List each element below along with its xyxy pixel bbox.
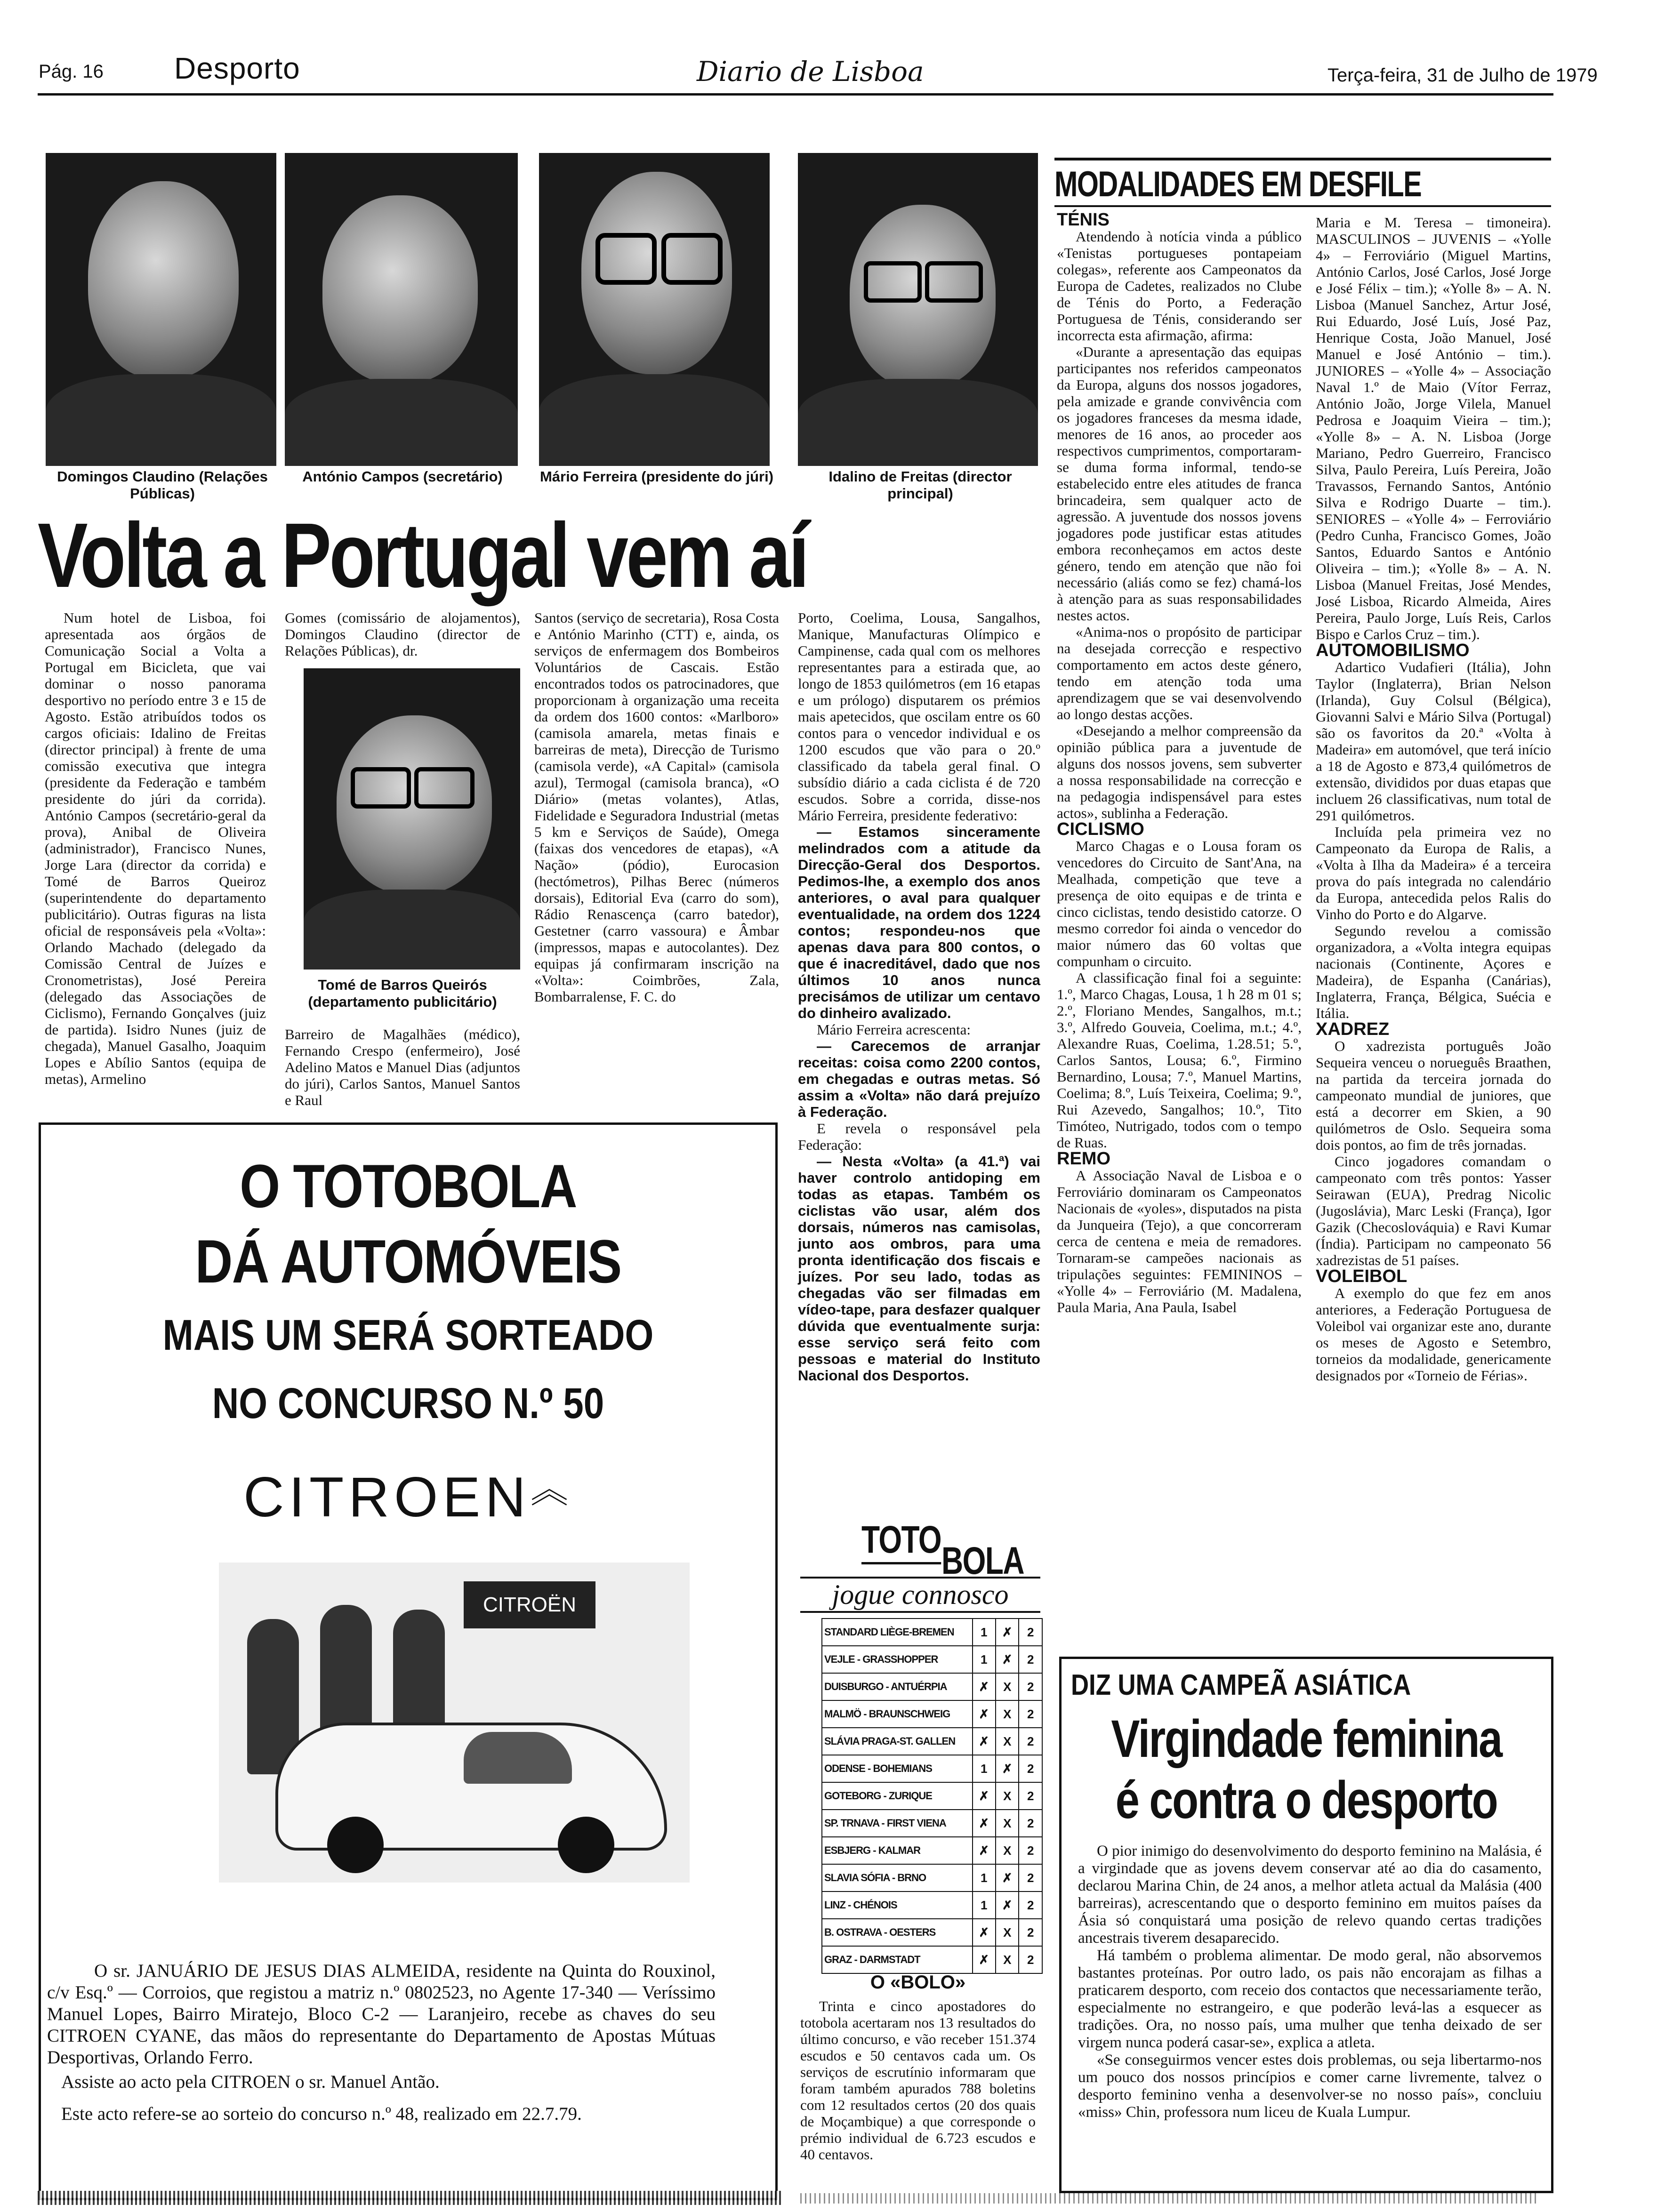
toto-row <box>822 1782 1042 1810</box>
modalidades-title: MODALIDADES EM DESFILE <box>1054 164 1422 204</box>
print-artifact <box>38 2191 781 2205</box>
modalidades-column-2 <box>1316 214 1551 1384</box>
toto-match: GOTEBORG - ZURIQUE <box>822 1782 973 1810</box>
photo-idalino-de-freitas <box>798 153 1038 466</box>
masthead: Diario de Lisboa <box>697 56 924 88</box>
brand-name: CITROEN <box>243 1466 531 1529</box>
section-title: Desporto <box>174 51 300 85</box>
article-column-2b <box>285 1026 520 1108</box>
photo-tome-de-barros-queiros <box>304 668 520 970</box>
bolo-column <box>800 1998 1036 2163</box>
citroen-logo: CITROEN︽ <box>243 1466 573 1529</box>
toto-mark-2: 2 <box>1019 1646 1042 1673</box>
header-rule <box>38 93 1553 96</box>
toto-mark-2: 2 <box>1019 1919 1042 1946</box>
toto-match: ESBJERG - KALMAR <box>822 1837 973 1864</box>
toto-slogan: jogue connosco <box>800 1577 1040 1613</box>
campea-text: «Se conseguirmos vencer estes dois problemas, ou seja libertarmo-nos um pouco dos nossos princípios e comer carne livremente, talvez o desporto feminino venha a desenvolver-se no nosso país», concluiu «miss» Chin, professora num liceu de Kuala Lumpur. <box>1078 2052 1542 2121</box>
toto-mark-1: ✗ <box>973 1728 996 1755</box>
toto-match: STANDARD LIÈGE-BREMEN <box>822 1619 973 1646</box>
toto-mark-1: ✗ <box>973 1700 996 1728</box>
toto-row <box>822 1755 1042 1782</box>
photo-caption: Mário Ferreira (presidente do júri) <box>539 468 774 485</box>
toto-match: DUISBURGO - ANTUÉRPIA <box>822 1673 973 1700</box>
toto-row <box>822 1837 1042 1864</box>
toto-row <box>822 1646 1042 1673</box>
article-text: Num hotel de Lisboa, foi apresentada aos órgãos de Comunicação Social a Volta a Portugal em Bicicleta, que vai dominar o nosso panorama desportivo no período entre 3 e 15 de Agosto. Estão atribuídos todos os cargos oficiais: Idalino de Freitas (director principal) à frente de uma comissão executiva que integra (presidente da Federação e também presidente do júri da corrida). António Campos (secretário-geral da prova), Anibal de Oliveira (administrador), Francisco Nunes, Jorge Lara (director da corrida) e Tomé de Barros Queiroz (superintendente do departamento publicitário). Outras figuras na lista oficial de responsáveis pela «Volta»: Orlando Machado (delegado da Comissão Central de Juízes e Cronometristas), José Pereira (delegado das Associações de Ciclismo), Fernando Gonçalves (juiz de partida). Isidro Nunes (juiz de chegada), Manuel Gasalho, Joaquim Lopes e Abílio Santos (equipa de metas), Armelino <box>45 609 266 1087</box>
toto-mark-1: 1 <box>973 1755 996 1782</box>
article-text: Santos (serviço de secretaria), Rosa Costa e António Marinho (CTT) e, ainda, os serviços de enfermagem dos Bombeiros Voluntários de Cascais. Estão encontrados todos os patrocinadores, que proporcionam à organização uma receita da ordem dos 1600 contos: «Marlboro» (camisola amarela, metas finais e barreiras de meta), Direcção de Turismo (camisola verde), «A Capital» (camisola azul), Termogal (camisola branca), «O Diário» (metas volantes), Atlas, Fidelidade e Seguradora Industrial (metas 5 km e Serviços de Saúde), Omega (faixas dos vencedores de etapas), «A Nação» (pódio), Eurocasion (hectómetros), Pilhas Berec (números dorsais), Editorial Eva (carro do som), Rádio Renascença (carro batedor), Gestetner (carro vassoura) e Âmbar (impressos, mapas e autocolantes). Dez equipas já confirmaram inscrição na «Volta»: Coimbrões, Zala, Bombarralense, F. C. do <box>534 609 779 1005</box>
toto-mark-1: ✗ <box>973 1673 996 1700</box>
toto-mark-2: 2 <box>1019 1673 1042 1700</box>
article-column-1 <box>45 609 266 1087</box>
toto-row <box>822 1728 1042 1755</box>
toto-match: LINZ - CHÉNOIS <box>822 1891 973 1919</box>
toto-mark-1: 1 <box>973 1646 996 1673</box>
ad-caption <box>47 1960 716 2125</box>
ciclismo-text: A classificação final foi a seguinte: 1.º, Marco Chagas, Lousa, 1 h 28 m 01 s; 2.º, Floriano Mendes, Sangalhos, m.t.; 3.º, Alfredo Gouveia, Coelima, m.t.; 4.º, Alexandre Ruas, Coelima, 1.28.51; 5.º, Carlos Santos, Lousa; 6.º, Firmino Bernardino, Lousa; 7.º, Manuel Martins, Coelima; 8.º, Luís Teixeira, Coelima; 9.º, Rui Azevedo, Sangalhos; 10.º, Tito Timóteo, Nutrigado, todos com o tempo de Ruas. <box>1057 970 1302 1151</box>
ciclismo-text: Marco Chagas e o Lousa foram os vencedores do Circuito de Sant'Ana, na Mealhada, competição que teve a presença de oito equipas e de trinta e cinco ciclistas, tendo desistido catorze. O mesmo corredor foi ainda o vencedor do maior número das 60 voltas que compunham o circuito. <box>1057 838 1302 970</box>
article-text: E revela o responsável pela Federação: <box>798 1120 1040 1153</box>
toto-mark-x: ✗ <box>996 1755 1019 1782</box>
bolo-text: Trinta e cinco apostadores do totobola acertaram nos 13 resultados do último concurso, e vão receber 151.374 escudos e 50 centavos cada um. Os serviços de escrutínio informaram que foram também apurados 788 boletins com 12 resultados certos (20 dos quais de Moçambique) a que corresponde o prémio individual de 6.723 escudos e 40 centavos. <box>800 1998 1036 2163</box>
toto-match: SLÁVIA PRAGA-ST. GALLEN <box>822 1728 973 1755</box>
toto-mark-x: X <box>996 1782 1019 1810</box>
toto-mark-2: 2 <box>1019 1891 1042 1919</box>
article-text: Gomes (comissário de alojamentos), Domingos Claudino (director de Relações Públicas), dr. <box>285 609 520 659</box>
toto-mark-2: 2 <box>1019 1864 1042 1891</box>
ad-line: DÁ AUTOMÓVEIS <box>195 1227 621 1296</box>
toto-mark-x: ✗ <box>996 1646 1019 1673</box>
toto-match: SLAVIA SÓFIA - BRNO <box>822 1864 973 1891</box>
toto-mark-2: 2 <box>1019 1946 1042 1973</box>
article-column-3 <box>534 609 779 1005</box>
toto-match: B. OSTRAVA - OESTERS <box>822 1919 973 1946</box>
quote-text: — Carecemos de arranjar receitas: coisa como 2200 contos, em chegadas e outras metas. Só assim a «Volta» não dará prejuízo à Federação. <box>798 1038 1040 1120</box>
article-text: Mário Ferreira acrescenta: <box>817 1021 971 1038</box>
toto-mark-x: ✗ <box>996 1864 1019 1891</box>
toto-row <box>822 1891 1042 1919</box>
toto-mark-1: ✗ <box>973 1810 996 1837</box>
article-column-4 <box>798 609 1040 1384</box>
tenis-text: «Anima-nos o propósito de participar na desejada correcção e respectivo comportamento em actos deste género, tendo em atenção toda uma aprendizagem que se vai desenvolvendo ao longo destas acções. <box>1057 624 1302 722</box>
toto-mark-1: ✗ <box>973 1919 996 1946</box>
citroen-sign: CITROËN <box>464 1581 595 1628</box>
quote-text: — Estamos sinceramente melindrados com a atitude da Direcção-Geral dos Desportos. Pedimos-lhe, a exemplo dos anos anteriores, o aval para qualquer eventualidade, na ordem dos 1224 contos; respondeu-nos que apenas dava para 800 contos, o que é inacreditável, dado que nos últimos 10 anos nunca precisámos de utilizar um centavo do dinheiro avalizado. <box>798 824 1040 1021</box>
toto-row <box>822 1864 1042 1891</box>
toto-mark-x: X <box>996 1946 1019 1973</box>
xadrez-text: Cinco jogadores comandam o campeonato com três pontos: Yasser Seirawan (EUA), Predrag Nicolic (Jugoslávia), Marc Leski (França), Igor Gazik (Checoslováquia) e Ravi Kumar (Índia). Participam no campeonato 56 xadrezistas de 51 países. <box>1316 1153 1551 1268</box>
toto-mark-2: 2 <box>1019 1728 1042 1755</box>
auto-text: Adartico Vudafieri (Itália), John Taylor (Inglaterra), Brian Nelson (Irlanda), Guy Colsul (Bélgica), Giovanni Salvi e Mário Silva (Portugal) são os favoritos da 20.ª «Volta à Madeira» em automóvel, que terá início a 18 de Agosto e 873,4 quilómetros de extensão, divididos por duas etapas que incluem 26 classificativas, num total de 291 quilómetros. <box>1316 659 1551 824</box>
toto-mark-x: ✗ <box>996 1619 1019 1646</box>
photo-caption: António Campos (secretário) <box>302 468 503 485</box>
totobola-table <box>821 1618 1043 1974</box>
campea-text: Há também o problema alimentar. De modo geral, não absorvemos bastantes proteínas. Por outro lado, os pais não encorajam as filhas a praticarem desporto, com receio dos contactos que necessariamente terão, especialmente no estrangeiro, e que poderão levá-las a esquecer as tradições. Ora, no nosso país, uma mulher que tenha deixado de ser virgem nunca poderá casar-se», explica a atleta. <box>1078 1947 1542 2051</box>
article-column-2 <box>285 609 520 659</box>
photo-domingos-claudino <box>46 153 276 466</box>
article-text: Porto, Coelima, Lousa, Sangalhos, Manique, Manufacturas Olímpico e Campinense, cada qual com os melhores representantes para a estirada que, ao longo de 1853 quilómetros (em 16 etapas e um prólogo) disputarem os prémios mais apetecidos, que oscilam entre os 60 contos para o vencedor individual e os 1200 escudos que vão para o 20.º classificado da tabela geral final. O subsídio diário a cada ciclista é de 720 escudos. Sobre a corrida, disse-nos Mário Ferreira, presidente federativo: <box>798 609 1040 824</box>
ad-line: O TOTOBOLA <box>240 1152 577 1220</box>
campea-kicker: DIZ UMA CAMPEÃ ASIÁTICA <box>1071 1669 1411 1701</box>
toto-mark-x: ✗ <box>996 1891 1019 1919</box>
toto-row <box>822 1700 1042 1728</box>
main-headline: Volta a Portugal vem aí <box>38 504 807 607</box>
xadrez-text: O xadrezista português João Sequeira venceu o norueguês Braathen, na partida da terceira jornada do campeonato mundial de juniores, que está a decorrer em Skien, a 90 quilómetros de Oslo. Sequeira soma dois pontos, ao fim de três jornadas. <box>1316 1038 1551 1153</box>
toto-match: GRAZ - DARMSTADT <box>822 1946 973 1973</box>
subhead-xadrez: XADREZ <box>1316 1019 1390 1039</box>
toto-mark-2: 2 <box>1019 1782 1042 1810</box>
photo-caption: Tomé de Barros Queirós (departamento publicitário) <box>308 977 497 1010</box>
page-number: Pág. 16 <box>39 61 104 82</box>
subhead-ciclismo: CICLISMO <box>1057 819 1144 839</box>
photo-mario-ferreira <box>539 153 770 466</box>
ad-line: NO CONCURSO N.º 50 <box>212 1379 604 1427</box>
toto-mark-x: X <box>996 1700 1019 1728</box>
toto-mark-1: ✗ <box>973 1946 996 1973</box>
toto-mark-x: X <box>996 1810 1019 1837</box>
toto-row <box>822 1810 1042 1837</box>
photo-caption: Domingos Claudino (Relações Públicas) <box>57 468 268 502</box>
voleibol-text: A exemplo do que fez em anos anteriores, a Federação Portuguesa de Voleibol vai organizar este ano, durante os meses de Agosto e Setembro, torneios da modalidade, genericamente designados por «Torneio de Férias». <box>1316 1285 1551 1384</box>
campea-text: O pior inimigo do desenvolvimento do desporto feminino na Malásia, é a virgindade que as jovens devem conservar até ao dia do casamento, declarou Marina Chin, de 24 anos, a melhor atleta actual da Malásia (400 barreiras), acrescentando que o desporto feminino em muitos países da Ásia só conquistará uma posição de relevo quando certas tradições ancestrais tiverem desaparecido. <box>1078 1843 1542 1947</box>
toto-mark-x: X <box>996 1673 1019 1700</box>
print-artifact <box>800 2193 1539 2204</box>
car-handover-photo <box>219 1563 690 1883</box>
auto-text: Incluída pela primeira vez no Campeonato da Europa de Ralis, a «Volta à Ilha da Madeira» é a terceira prova do país integrada no calendário da Europa, antecedida pelos Ralis do Vinho do Porto e do Algarve. <box>1316 824 1551 922</box>
remo-text: Maria e M. Teresa – timoneira). MASCULINOS – JUVENIS – «Yolle 4» – Ferroviário (Miguel Martins, António Carlos, José Carlos, José Jorge e José Félix – tim.); «Yolle 8» – A. N. Lisboa (Manuel Sanchez, Artur José, Rui Eduardo, José Luís, José Paz, Henrique Costa, João Manuel, José Manuel e José António – tim.). JUNIORES – «Yolle 4» – Associação Naval 1.º de Maio (Vítor Ferraz, António João, Jorge Vilela, Manuel Pedrosa e Joaquim Vieira – tim.); «Yolle 8» – A. N. Lisboa (Jorge Mariano, Pedro Guerreiro, Francisco Silva, Paulo Pereira, Luís Pereira, João Travassos, Fernando Santos, António Silva e Rodrigo Duarte – tim.). SENIORES – «Yolle 4» – Ferroviário (Pedro Cunha, Francisco Gomes, João Santos, Eduardo Santos e António Oliveira – tim.); «Yolle 8» – A. N. Lisboa (Manuel Freitas, José Mendes, José Lisboa, Ricardo Almeida, Aires Pereira, Paulo Jorge, Luís Reis, Carlos Bispo e Carlos Cruz – tim.). <box>1316 214 1551 642</box>
toto-row <box>822 1673 1042 1700</box>
subhead-voleibol: VOLEIBOL <box>1316 1266 1408 1286</box>
toto-match: ODENSE - BOHEMIANS <box>822 1755 973 1782</box>
toto-match: MALMÖ - BRAUNSCHWEIG <box>822 1700 973 1728</box>
subhead-remo: REMO <box>1057 1149 1110 1169</box>
subhead-automobilismo: AUTOMOBILISMO <box>1316 641 1470 660</box>
toto-logo-bottom: BOLA <box>941 1539 1024 1582</box>
article-text: Barreiro de Magalhães (médico), Fernando Crespo (enfermeiro), José Adelino Matos e Manuel Dias (adjuntos do júri), Carlos Santos, Manuel Santos e Raul <box>285 1026 520 1108</box>
toto-mark-x: X <box>996 1837 1019 1864</box>
toto-match: VEJLE - GRASSHOPPER <box>822 1646 973 1673</box>
toto-logo-top: TOTO <box>861 1518 941 1564</box>
toto-row <box>822 1946 1042 1973</box>
photo-caption: Idalino de Freitas (director principal) <box>828 468 1012 502</box>
tenis-text: «Durante a apresentação das equipas participantes nos referidos campeonatos da Europa, alguns dos nossos jogadores, pela amizade e grande convivência com os jogadores franceses da mesma idade, menores de 16 anos, ao proceder aos respectivos cumprimentos, comportaram-se duma forma informal, tendo-se estabelecido entre eles atitudes de franca brincadeira, sem qualquer acto de agressão. A juventude dos nossos jovens jogadores pode justificar estas atitudes embora reconheçamos em actos deste género, tendo em atenção que não foi necessário (aliás como se fez) chamá-los à atenção para as suas responsabilidades nestes actos. <box>1057 344 1302 624</box>
toto-mark-1: ✗ <box>973 1782 996 1810</box>
remo-text: A Associação Naval de Lisboa e o Ferroviário dominaram os Campeonatos Nacionais de «yoles», disputados na pista da Junqueira (Tejo), a que concorreram cerca de centena e meia de remadores. Tornaram-se campeões nacionais as tripulações seguintes: FEMININOS – «Yolle 4» – Ferroviário (M. Madalena, Paula Maria, Ana Paula, Isabel <box>1057 1167 1302 1315</box>
ad-text: O sr. JANUÁRIO DE JESUS DIAS ALMEIDA, residente na Quinta do Rouxinol, c/v Esq.º — Corroios, que registou a matriz n.º 0802523, no Agente 17-340 — Veríssimo Manuel Lopes, Bairro Miratejo, Bloco C-2 — Laranjeiro, recebe as chaves do seu CITROEN CYANE, das mãos do representante do Departamento de Apostas Mútuas Desportivas, Orlando Ferro. <box>47 1961 716 2068</box>
toto-mark-2: 2 <box>1019 1619 1042 1646</box>
ad-text: Assiste ao acto pela CITROEN o sr. Manuel Antão. <box>61 2072 440 2092</box>
toto-mark-x: X <box>996 1919 1019 1946</box>
issue-date: Terça-feira, 31 de Julho de 1979 <box>1327 65 1598 86</box>
auto-text: Segundo revelou a comissão organizadora, a «Volta integra equipas nacionais (Continente, Açores e Madeira), de Espanha (Canárias), Inglaterra, França, Bélgica, Suécia e Itália. <box>1316 922 1551 1021</box>
toto-mark-2: 2 <box>1019 1755 1042 1782</box>
tenis-text: «Desejando a melhor compreensão da opinião pública para a juventude de alguns dos nossos jovens, sem subverter a nossa responsabilidade na correcção e na pedagogia indispensável para estes actos», sublinha a Federação. <box>1057 722 1302 821</box>
toto-mark-2: 2 <box>1019 1700 1042 1728</box>
ad-line: MAIS UM SERÁ SORTEADO <box>162 1311 654 1359</box>
toto-mark-x: X <box>996 1728 1019 1755</box>
campea-title-line2: é contra o desporto <box>1115 1771 1497 1829</box>
ad-text: Este acto refere-se ao sorteio do concurso n.º 48, realizado em 22.7.79. <box>61 2104 582 2124</box>
bolo-title: O «BOLO» <box>870 1972 966 1993</box>
toto-row <box>822 1619 1042 1646</box>
toto-match: SP. TRNAVA - FIRST VIENA <box>822 1810 973 1837</box>
subhead-tenis: TÉNIS <box>1057 210 1110 230</box>
toto-mark-2: 2 <box>1019 1837 1042 1864</box>
toto-row <box>822 1919 1042 1946</box>
tenis-text: Atendendo à notícia vinda a público «Tenistas portugueses pontapeiam colegas», referente aos Campeonatos da Europa de Cadetes, realizados no Clube de Ténis do Porto, a Federação Portuguesa de Ténis, considerando ser incorrecta esta afirmação, afirma: <box>1057 228 1302 344</box>
toto-mark-1: 1 <box>973 1619 996 1646</box>
toto-mark-1: 1 <box>973 1864 996 1891</box>
modalidades-column-1 <box>1057 212 1302 1315</box>
campea-body <box>1078 1843 1542 2121</box>
toto-mark-2: 2 <box>1019 1810 1042 1837</box>
quote-text: — Nesta «Volta» (a 41.ª) vai haver controlo antidoping em todas as etapas. Também os ciclistas vão usar, além dos dorsais, números nas camisolas, junto aos ombros, para uma pronta identificação dos fiscais e juízes. Por seu lado, todas as chegadas vão ser filmadas em vídeo-tape, para desfazer qualquer dúvida que eventualmente surja: esse serviço será feito com pessoas e material do Instituto Nacional dos Desportos. <box>798 1153 1040 1384</box>
toto-mark-1: 1 <box>973 1891 996 1919</box>
toto-mark-1: ✗ <box>973 1837 996 1864</box>
campea-title-line1: Virgindade feminina <box>1111 1709 1502 1768</box>
photo-antonio-campos <box>285 153 518 466</box>
